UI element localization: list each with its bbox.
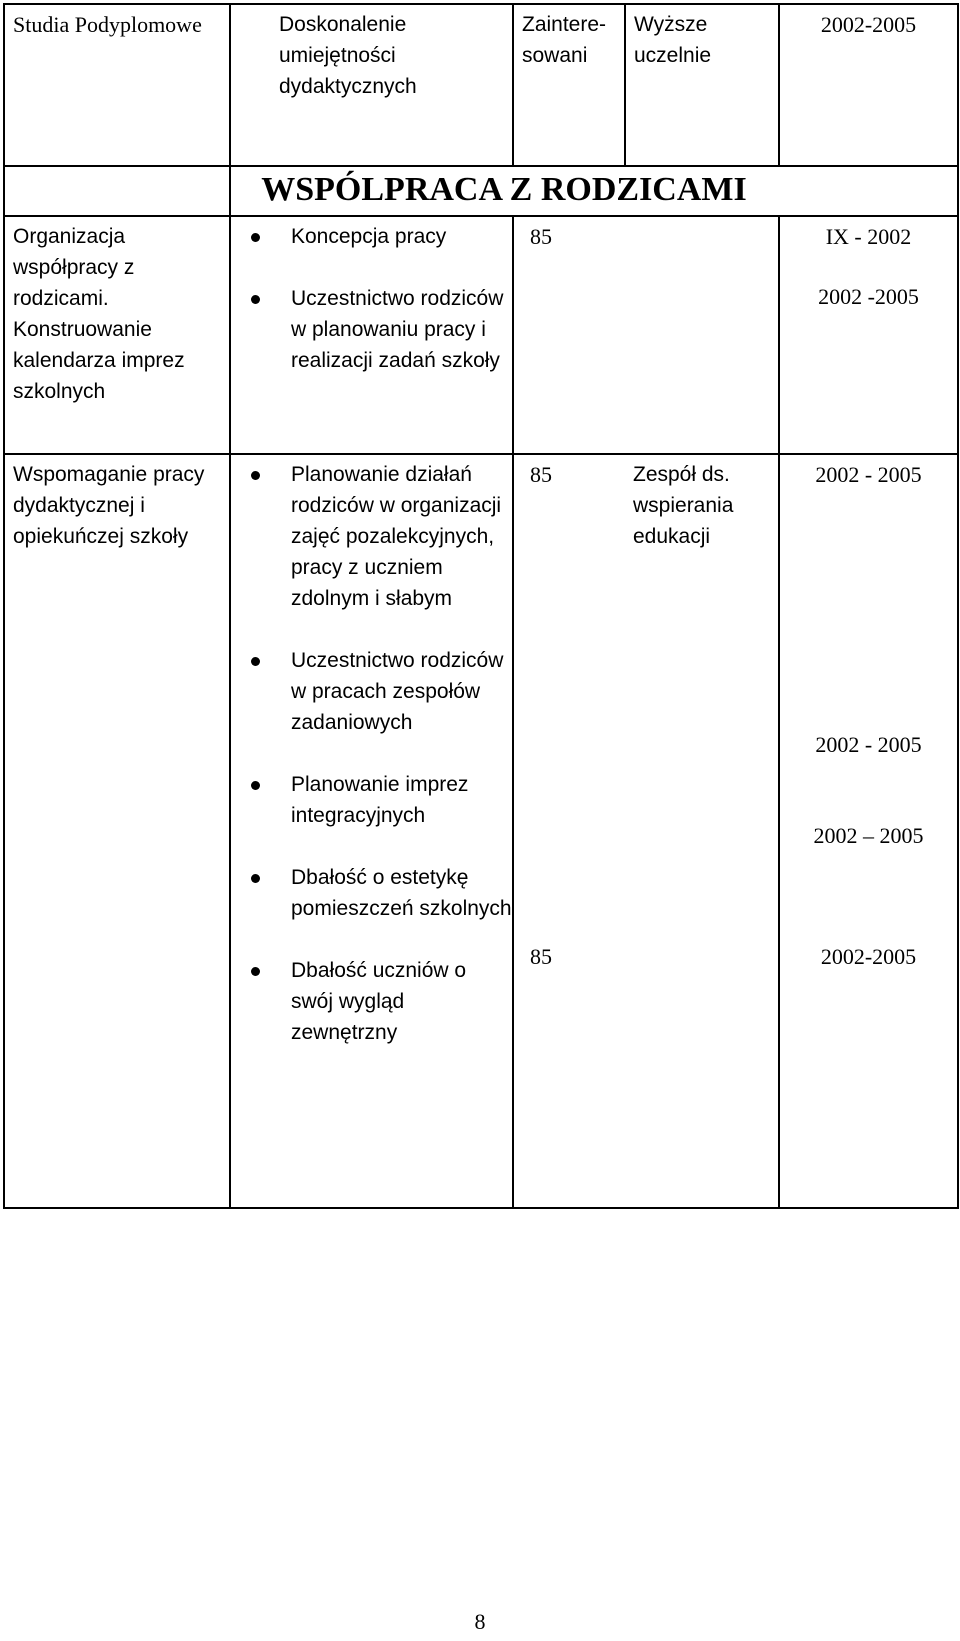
item-text: Koncepcja pracy bbox=[291, 225, 447, 248]
list-item bbox=[231, 459, 512, 614]
bullet-icon bbox=[251, 967, 260, 976]
list-item bbox=[231, 221, 512, 252]
table-row bbox=[4, 454, 958, 1208]
items-cell bbox=[230, 216, 513, 454]
item-text: Dbałość o estetykę pomieszczeń szkolnych bbox=[291, 866, 512, 920]
item-text: Planowanie imprez integracyjnych bbox=[291, 773, 469, 827]
list-item bbox=[231, 645, 512, 738]
responsible-cell bbox=[625, 216, 779, 454]
plan-table bbox=[3, 3, 959, 1209]
table-row bbox=[4, 166, 958, 216]
cell-text: 2002-2005 bbox=[820, 12, 917, 37]
list-item bbox=[231, 955, 512, 1048]
bullet-icon bbox=[251, 233, 260, 242]
responsible-cell bbox=[625, 454, 779, 1208]
list-item bbox=[231, 283, 512, 376]
dates-cell bbox=[779, 216, 958, 454]
item-text: Uczestnictwo rodziców w pracach zespołów zadaniowych bbox=[291, 649, 504, 734]
header-cell-studia bbox=[4, 4, 230, 166]
banner-left-cell bbox=[4, 166, 230, 216]
section-banner-cell bbox=[230, 166, 958, 216]
dates-cell bbox=[779, 454, 958, 1208]
count-text: 85 bbox=[530, 944, 552, 969]
responsible-text: Zespół ds. wspierania edukacji bbox=[633, 463, 734, 548]
count-cell bbox=[513, 216, 625, 454]
date-text: 2002 - 2005 bbox=[815, 732, 922, 757]
date-text: 2002 -2005 bbox=[818, 284, 919, 309]
bullet-icon bbox=[251, 657, 260, 666]
cell-text: Doskonalenie umiejętności dydaktycznych bbox=[279, 13, 417, 98]
bullet-icon bbox=[251, 471, 260, 480]
task-text: Wspomaganie pracy dydaktycznej i opiekuńczej szkoły bbox=[13, 463, 205, 548]
count-text: 85 bbox=[530, 462, 552, 487]
header-cell-doskonalenie bbox=[230, 4, 513, 166]
bullet-icon bbox=[251, 874, 260, 883]
page-number: 8 bbox=[474, 1609, 486, 1634]
date-text: 2002 – 2005 bbox=[813, 823, 924, 848]
responsible-text bbox=[625, 217, 778, 221]
table-row bbox=[4, 4, 958, 166]
count-text: 85 bbox=[530, 224, 552, 249]
item-text: Uczestnictwo rodziców w planowaniu pracy i realizacji zadań szkoły bbox=[291, 287, 504, 372]
cell-text: Wyższe uczelnie bbox=[634, 13, 712, 67]
header-cell-dates bbox=[779, 4, 958, 166]
date-text: IX - 2002 bbox=[825, 224, 912, 249]
bullet-icon bbox=[251, 781, 260, 790]
items-list bbox=[231, 459, 512, 1048]
items-cell bbox=[230, 454, 513, 1208]
list-item bbox=[231, 769, 512, 831]
items-list bbox=[231, 221, 512, 376]
task-cell bbox=[4, 216, 230, 454]
header-cell-uczelnie bbox=[625, 4, 779, 166]
bullet-icon bbox=[251, 295, 260, 304]
item-text: Planowanie działań rodziców w organizacji zajęć pozalekcyjnych, pracy z uczniem zdolnym i słabym bbox=[291, 463, 502, 610]
table-row bbox=[4, 216, 958, 454]
item-text: Dbałość uczniów o swój wygląd zewnętrzny bbox=[291, 959, 467, 1044]
cell-text: Studia Podyplomowe bbox=[13, 12, 202, 37]
count-cell bbox=[513, 454, 625, 1208]
date-text: 2002-2005 bbox=[820, 944, 917, 969]
date-text: 2002 - 2005 bbox=[815, 462, 922, 487]
header-cell-zainteresowani bbox=[513, 4, 625, 166]
task-text: Organizacja współpracy z rodzicami. Konstruowanie kalendarza imprez szkolnych bbox=[13, 225, 185, 403]
cell-text: Zaintere- sowani bbox=[522, 13, 607, 67]
task-cell bbox=[4, 454, 230, 1208]
section-title: WSPÓLPRACA Z RODZICAMI bbox=[261, 171, 747, 208]
list-item bbox=[231, 862, 512, 924]
